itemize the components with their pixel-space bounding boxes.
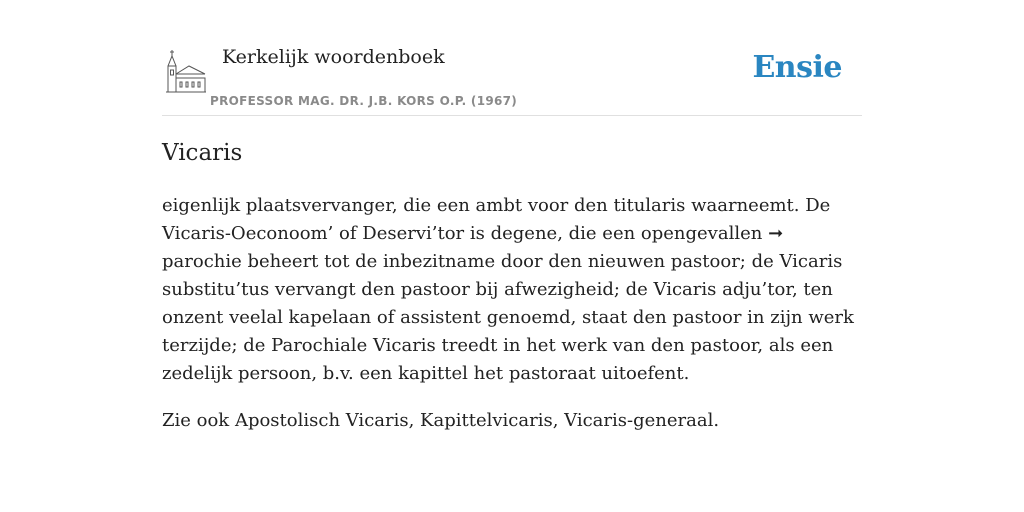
see-also: Zie ook Apostolisch Vicaris, Kapittelvicaris, Vicaris-generaal. bbox=[162, 410, 720, 431]
brand-logo[interactable]: Ensie bbox=[752, 50, 842, 85]
author-line: PROFESSOR MAG. DR. J.B. KORS O.P. (1967) bbox=[210, 94, 518, 108]
book-title[interactable]: Kerkelijk woordenboek bbox=[222, 46, 445, 68]
header bbox=[162, 0, 862, 116]
entry-title: Vicaris bbox=[162, 140, 243, 166]
entry-body bbox=[162, 192, 862, 388]
church-icon bbox=[165, 48, 207, 94]
page bbox=[162, 0, 862, 431]
entry-body-text-1: eigenlijk plaatsvervanger, die een ambt voor den titularis waarneemt. De Vicaris-Oeconoom’ of Deservi’tor is degene, die een opengevallen bbox=[162, 195, 831, 244]
arrow-icon: ➞ bbox=[768, 223, 784, 244]
entry-body-text-2: parochie beheert tot de inbezitname door den nieuwen pastoor; de Vicaris substitu’tus vervangt den pastoor bij afwezigheid; de Vicaris adju’tor, ten onzent veelal kapelaan of assistent genoemd, staat den pastoor in zijn werk terzijde; de Parochiale Vicaris treedt in het werk van den pastoor, als een zedelijk persoon, b.v. een kapittel het pastoraat uitoefent. bbox=[162, 251, 854, 384]
